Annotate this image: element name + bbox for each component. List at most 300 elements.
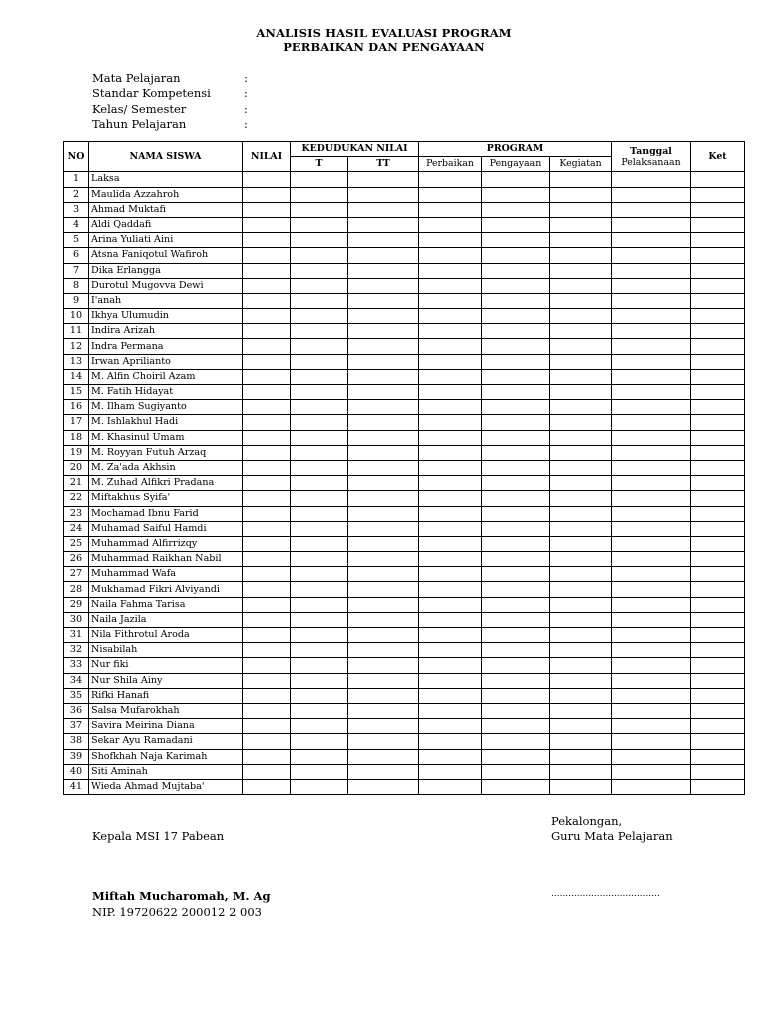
empty-cell[interactable]: [419, 719, 482, 734]
empty-cell[interactable]: [691, 385, 745, 400]
empty-cell[interactable]: [482, 233, 550, 248]
empty-cell[interactable]: [291, 233, 348, 248]
empty-cell[interactable]: [482, 476, 550, 491]
empty-cell[interactable]: [243, 521, 291, 536]
empty-cell[interactable]: [691, 612, 745, 627]
empty-cell[interactable]: [348, 309, 419, 324]
empty-cell[interactable]: [291, 385, 348, 400]
empty-cell[interactable]: [612, 385, 691, 400]
empty-cell[interactable]: [243, 628, 291, 643]
empty-cell[interactable]: [348, 339, 419, 354]
empty-cell[interactable]: [691, 476, 745, 491]
empty-cell[interactable]: [612, 749, 691, 764]
empty-cell[interactable]: [482, 719, 550, 734]
empty-cell[interactable]: [419, 703, 482, 718]
empty-cell[interactable]: [243, 354, 291, 369]
empty-cell[interactable]: [291, 688, 348, 703]
empty-cell[interactable]: [550, 385, 612, 400]
empty-cell[interactable]: [550, 400, 612, 415]
empty-cell[interactable]: [419, 779, 482, 794]
empty-cell[interactable]: [291, 202, 348, 217]
empty-cell[interactable]: [348, 719, 419, 734]
empty-cell[interactable]: [291, 628, 348, 643]
empty-cell[interactable]: [550, 749, 612, 764]
empty-cell[interactable]: [612, 521, 691, 536]
empty-cell[interactable]: [550, 491, 612, 506]
empty-cell[interactable]: [482, 597, 550, 612]
empty-cell[interactable]: [419, 445, 482, 460]
empty-cell[interactable]: [291, 597, 348, 612]
empty-cell[interactable]: [291, 703, 348, 718]
empty-cell[interactable]: [691, 779, 745, 794]
empty-cell[interactable]: [691, 339, 745, 354]
empty-cell[interactable]: [243, 506, 291, 521]
empty-cell[interactable]: [482, 248, 550, 263]
empty-cell[interactable]: [550, 673, 612, 688]
empty-cell[interactable]: [612, 278, 691, 293]
empty-cell[interactable]: [291, 764, 348, 779]
empty-cell[interactable]: [348, 293, 419, 308]
empty-cell[interactable]: [691, 309, 745, 324]
empty-cell[interactable]: [612, 445, 691, 460]
empty-cell[interactable]: [612, 643, 691, 658]
empty-cell[interactable]: [691, 217, 745, 232]
empty-cell[interactable]: [419, 628, 482, 643]
empty-cell[interactable]: [482, 278, 550, 293]
empty-cell[interactable]: [419, 612, 482, 627]
empty-cell[interactable]: [291, 612, 348, 627]
empty-cell[interactable]: [291, 248, 348, 263]
empty-cell[interactable]: [550, 339, 612, 354]
empty-cell[interactable]: [691, 628, 745, 643]
empty-cell[interactable]: [291, 278, 348, 293]
empty-cell[interactable]: [612, 187, 691, 202]
empty-cell[interactable]: [550, 172, 612, 187]
empty-cell[interactable]: [550, 263, 612, 278]
empty-cell[interactable]: [243, 445, 291, 460]
empty-cell[interactable]: [243, 278, 291, 293]
empty-cell[interactable]: [291, 643, 348, 658]
empty-cell[interactable]: [612, 476, 691, 491]
empty-cell[interactable]: [348, 369, 419, 384]
empty-cell[interactable]: [550, 703, 612, 718]
empty-cell[interactable]: [419, 187, 482, 202]
empty-cell[interactable]: [243, 688, 291, 703]
empty-cell[interactable]: [243, 719, 291, 734]
empty-cell[interactable]: [243, 749, 291, 764]
empty-cell[interactable]: [612, 612, 691, 627]
empty-cell[interactable]: [612, 703, 691, 718]
empty-cell[interactable]: [612, 369, 691, 384]
empty-cell[interactable]: [348, 628, 419, 643]
empty-cell[interactable]: [291, 263, 348, 278]
empty-cell[interactable]: [243, 597, 291, 612]
empty-cell[interactable]: [550, 597, 612, 612]
empty-cell[interactable]: [348, 187, 419, 202]
empty-cell[interactable]: [419, 476, 482, 491]
empty-cell[interactable]: [419, 248, 482, 263]
empty-cell[interactable]: [550, 187, 612, 202]
empty-cell[interactable]: [348, 491, 419, 506]
empty-cell[interactable]: [482, 187, 550, 202]
empty-cell[interactable]: [482, 415, 550, 430]
empty-cell[interactable]: [550, 233, 612, 248]
empty-cell[interactable]: [291, 187, 348, 202]
empty-cell[interactable]: [291, 172, 348, 187]
empty-cell[interactable]: [243, 309, 291, 324]
empty-cell[interactable]: [691, 369, 745, 384]
empty-cell[interactable]: [550, 612, 612, 627]
empty-cell[interactable]: [291, 567, 348, 582]
empty-cell[interactable]: [291, 339, 348, 354]
empty-cell[interactable]: [550, 476, 612, 491]
empty-cell[interactable]: [348, 582, 419, 597]
empty-cell[interactable]: [482, 658, 550, 673]
empty-cell[interactable]: [612, 400, 691, 415]
empty-cell[interactable]: [419, 673, 482, 688]
empty-cell[interactable]: [612, 582, 691, 597]
empty-cell[interactable]: [243, 263, 291, 278]
empty-cell[interactable]: [691, 187, 745, 202]
empty-cell[interactable]: [691, 460, 745, 475]
empty-cell[interactable]: [243, 202, 291, 217]
empty-cell[interactable]: [550, 628, 612, 643]
empty-cell[interactable]: [612, 628, 691, 643]
empty-cell[interactable]: [550, 324, 612, 339]
empty-cell[interactable]: [550, 430, 612, 445]
empty-cell[interactable]: [291, 582, 348, 597]
empty-cell[interactable]: [243, 293, 291, 308]
empty-cell[interactable]: [612, 202, 691, 217]
empty-cell[interactable]: [243, 217, 291, 232]
empty-cell[interactable]: [550, 369, 612, 384]
empty-cell[interactable]: [419, 202, 482, 217]
empty-cell[interactable]: [691, 278, 745, 293]
empty-cell[interactable]: [612, 506, 691, 521]
empty-cell[interactable]: [691, 415, 745, 430]
empty-cell[interactable]: [419, 643, 482, 658]
empty-cell[interactable]: [482, 688, 550, 703]
empty-cell[interactable]: [482, 354, 550, 369]
empty-cell[interactable]: [612, 536, 691, 551]
empty-cell[interactable]: [482, 217, 550, 232]
empty-cell[interactable]: [243, 582, 291, 597]
empty-cell[interactable]: [243, 536, 291, 551]
empty-cell[interactable]: [550, 293, 612, 308]
empty-cell[interactable]: [243, 612, 291, 627]
empty-cell[interactable]: [612, 491, 691, 506]
empty-cell[interactable]: [482, 628, 550, 643]
empty-cell[interactable]: [612, 309, 691, 324]
empty-cell[interactable]: [291, 445, 348, 460]
empty-cell[interactable]: [291, 476, 348, 491]
empty-cell[interactable]: [348, 248, 419, 263]
empty-cell[interactable]: [243, 369, 291, 384]
empty-cell[interactable]: [419, 506, 482, 521]
empty-cell[interactable]: [348, 202, 419, 217]
empty-cell[interactable]: [482, 673, 550, 688]
empty-cell[interactable]: [243, 764, 291, 779]
empty-cell[interactable]: [482, 612, 550, 627]
empty-cell[interactable]: [612, 673, 691, 688]
empty-cell[interactable]: [291, 293, 348, 308]
empty-cell[interactable]: [291, 734, 348, 749]
empty-cell[interactable]: [348, 324, 419, 339]
empty-cell[interactable]: [612, 233, 691, 248]
empty-cell[interactable]: [348, 552, 419, 567]
empty-cell[interactable]: [243, 703, 291, 718]
empty-cell[interactable]: [691, 673, 745, 688]
empty-cell[interactable]: [419, 293, 482, 308]
empty-cell[interactable]: [691, 521, 745, 536]
empty-cell[interactable]: [243, 491, 291, 506]
empty-cell[interactable]: [550, 567, 612, 582]
empty-cell[interactable]: [243, 172, 291, 187]
empty-cell[interactable]: [419, 658, 482, 673]
empty-cell[interactable]: [419, 552, 482, 567]
empty-cell[interactable]: [291, 415, 348, 430]
empty-cell[interactable]: [612, 658, 691, 673]
empty-cell[interactable]: [550, 506, 612, 521]
empty-cell[interactable]: [482, 521, 550, 536]
empty-cell[interactable]: [419, 430, 482, 445]
empty-cell[interactable]: [348, 172, 419, 187]
empty-cell[interactable]: [612, 764, 691, 779]
empty-cell[interactable]: [482, 430, 550, 445]
empty-cell[interactable]: [482, 385, 550, 400]
empty-cell[interactable]: [348, 658, 419, 673]
empty-cell[interactable]: [243, 233, 291, 248]
empty-cell[interactable]: [243, 415, 291, 430]
empty-cell[interactable]: [419, 688, 482, 703]
empty-cell[interactable]: [291, 521, 348, 536]
empty-cell[interactable]: [550, 719, 612, 734]
empty-cell[interactable]: [612, 567, 691, 582]
empty-cell[interactable]: [691, 597, 745, 612]
empty-cell[interactable]: [291, 324, 348, 339]
empty-cell[interactable]: [419, 764, 482, 779]
empty-cell[interactable]: [291, 536, 348, 551]
empty-cell[interactable]: [291, 369, 348, 384]
empty-cell[interactable]: [348, 354, 419, 369]
empty-cell[interactable]: [419, 734, 482, 749]
empty-cell[interactable]: [243, 187, 291, 202]
empty-cell[interactable]: [612, 779, 691, 794]
empty-cell[interactable]: [482, 400, 550, 415]
empty-cell[interactable]: [550, 779, 612, 794]
empty-cell[interactable]: [550, 309, 612, 324]
empty-cell[interactable]: [419, 749, 482, 764]
empty-cell[interactable]: [550, 536, 612, 551]
empty-cell[interactable]: [550, 354, 612, 369]
empty-cell[interactable]: [243, 552, 291, 567]
empty-cell[interactable]: [691, 293, 745, 308]
empty-cell[interactable]: [348, 263, 419, 278]
empty-cell[interactable]: [482, 324, 550, 339]
empty-cell[interactable]: [691, 582, 745, 597]
empty-cell[interactable]: [612, 217, 691, 232]
empty-cell[interactable]: [348, 445, 419, 460]
empty-cell[interactable]: [243, 460, 291, 475]
empty-cell[interactable]: [348, 597, 419, 612]
empty-cell[interactable]: [419, 369, 482, 384]
empty-cell[interactable]: [348, 703, 419, 718]
empty-cell[interactable]: [691, 688, 745, 703]
empty-cell[interactable]: [550, 415, 612, 430]
empty-cell[interactable]: [482, 263, 550, 278]
empty-cell[interactable]: [482, 445, 550, 460]
empty-cell[interactable]: [419, 339, 482, 354]
empty-cell[interactable]: [612, 430, 691, 445]
empty-cell[interactable]: [243, 734, 291, 749]
empty-cell[interactable]: [348, 612, 419, 627]
empty-cell[interactable]: [550, 248, 612, 263]
empty-cell[interactable]: [612, 460, 691, 475]
empty-cell[interactable]: [691, 567, 745, 582]
empty-cell[interactable]: [348, 430, 419, 445]
empty-cell[interactable]: [348, 536, 419, 551]
empty-cell[interactable]: [243, 476, 291, 491]
empty-cell[interactable]: [348, 779, 419, 794]
empty-cell[interactable]: [291, 400, 348, 415]
empty-cell[interactable]: [419, 233, 482, 248]
empty-cell[interactable]: [482, 567, 550, 582]
empty-cell[interactable]: [550, 643, 612, 658]
empty-cell[interactable]: [691, 430, 745, 445]
empty-cell[interactable]: [691, 491, 745, 506]
empty-cell[interactable]: [243, 673, 291, 688]
empty-cell[interactable]: [348, 643, 419, 658]
empty-cell[interactable]: [691, 233, 745, 248]
empty-cell[interactable]: [291, 673, 348, 688]
empty-cell[interactable]: [419, 172, 482, 187]
empty-cell[interactable]: [348, 567, 419, 582]
empty-cell[interactable]: [482, 643, 550, 658]
empty-cell[interactable]: [348, 400, 419, 415]
empty-cell[interactable]: [243, 324, 291, 339]
empty-cell[interactable]: [612, 415, 691, 430]
empty-cell[interactable]: [612, 719, 691, 734]
empty-cell[interactable]: [419, 324, 482, 339]
empty-cell[interactable]: [291, 658, 348, 673]
empty-cell[interactable]: [291, 779, 348, 794]
empty-cell[interactable]: [482, 309, 550, 324]
empty-cell[interactable]: [691, 172, 745, 187]
empty-cell[interactable]: [348, 278, 419, 293]
empty-cell[interactable]: [348, 233, 419, 248]
empty-cell[interactable]: [612, 293, 691, 308]
empty-cell[interactable]: [482, 506, 550, 521]
empty-cell[interactable]: [291, 460, 348, 475]
empty-cell[interactable]: [243, 400, 291, 415]
empty-cell[interactable]: [482, 202, 550, 217]
empty-cell[interactable]: [243, 430, 291, 445]
empty-cell[interactable]: [243, 779, 291, 794]
empty-cell[interactable]: [691, 263, 745, 278]
empty-cell[interactable]: [550, 688, 612, 703]
empty-cell[interactable]: [348, 673, 419, 688]
empty-cell[interactable]: [348, 476, 419, 491]
empty-cell[interactable]: [482, 339, 550, 354]
empty-cell[interactable]: [550, 202, 612, 217]
empty-cell[interactable]: [612, 324, 691, 339]
empty-cell[interactable]: [612, 248, 691, 263]
empty-cell[interactable]: [550, 734, 612, 749]
empty-cell[interactable]: [482, 703, 550, 718]
empty-cell[interactable]: [612, 263, 691, 278]
empty-cell[interactable]: [691, 764, 745, 779]
empty-cell[interactable]: [482, 552, 550, 567]
empty-cell[interactable]: [419, 491, 482, 506]
empty-cell[interactable]: [243, 339, 291, 354]
empty-cell[interactable]: [612, 688, 691, 703]
empty-cell[interactable]: [550, 445, 612, 460]
empty-cell[interactable]: [243, 385, 291, 400]
empty-cell[interactable]: [550, 278, 612, 293]
empty-cell[interactable]: [291, 552, 348, 567]
empty-cell[interactable]: [691, 658, 745, 673]
empty-cell[interactable]: [348, 521, 419, 536]
empty-cell[interactable]: [419, 354, 482, 369]
empty-cell[interactable]: [691, 719, 745, 734]
empty-cell[interactable]: [550, 460, 612, 475]
empty-cell[interactable]: [291, 506, 348, 521]
empty-cell[interactable]: [550, 552, 612, 567]
empty-cell[interactable]: [482, 734, 550, 749]
empty-cell[interactable]: [243, 658, 291, 673]
empty-cell[interactable]: [691, 734, 745, 749]
empty-cell[interactable]: [550, 521, 612, 536]
empty-cell[interactable]: [482, 582, 550, 597]
empty-cell[interactable]: [691, 248, 745, 263]
empty-cell[interactable]: [348, 217, 419, 232]
empty-cell[interactable]: [691, 324, 745, 339]
empty-cell[interactable]: [419, 582, 482, 597]
empty-cell[interactable]: [691, 400, 745, 415]
empty-cell[interactable]: [419, 309, 482, 324]
empty-cell[interactable]: [550, 582, 612, 597]
empty-cell[interactable]: [291, 354, 348, 369]
empty-cell[interactable]: [482, 172, 550, 187]
empty-cell[interactable]: [291, 309, 348, 324]
empty-cell[interactable]: [691, 552, 745, 567]
empty-cell[interactable]: [348, 506, 419, 521]
empty-cell[interactable]: [419, 385, 482, 400]
empty-cell[interactable]: [550, 764, 612, 779]
empty-cell[interactable]: [482, 536, 550, 551]
empty-cell[interactable]: [691, 445, 745, 460]
empty-cell[interactable]: [612, 734, 691, 749]
empty-cell[interactable]: [691, 703, 745, 718]
empty-cell[interactable]: [550, 217, 612, 232]
empty-cell[interactable]: [348, 415, 419, 430]
empty-cell[interactable]: [612, 172, 691, 187]
empty-cell[interactable]: [348, 764, 419, 779]
empty-cell[interactable]: [291, 217, 348, 232]
empty-cell[interactable]: [348, 688, 419, 703]
empty-cell[interactable]: [612, 552, 691, 567]
empty-cell[interactable]: [291, 749, 348, 764]
empty-cell[interactable]: [419, 536, 482, 551]
empty-cell[interactable]: [419, 460, 482, 475]
empty-cell[interactable]: [612, 339, 691, 354]
empty-cell[interactable]: [348, 460, 419, 475]
empty-cell[interactable]: [550, 658, 612, 673]
empty-cell[interactable]: [419, 263, 482, 278]
empty-cell[interactable]: [291, 719, 348, 734]
empty-cell[interactable]: [691, 506, 745, 521]
empty-cell[interactable]: [419, 217, 482, 232]
